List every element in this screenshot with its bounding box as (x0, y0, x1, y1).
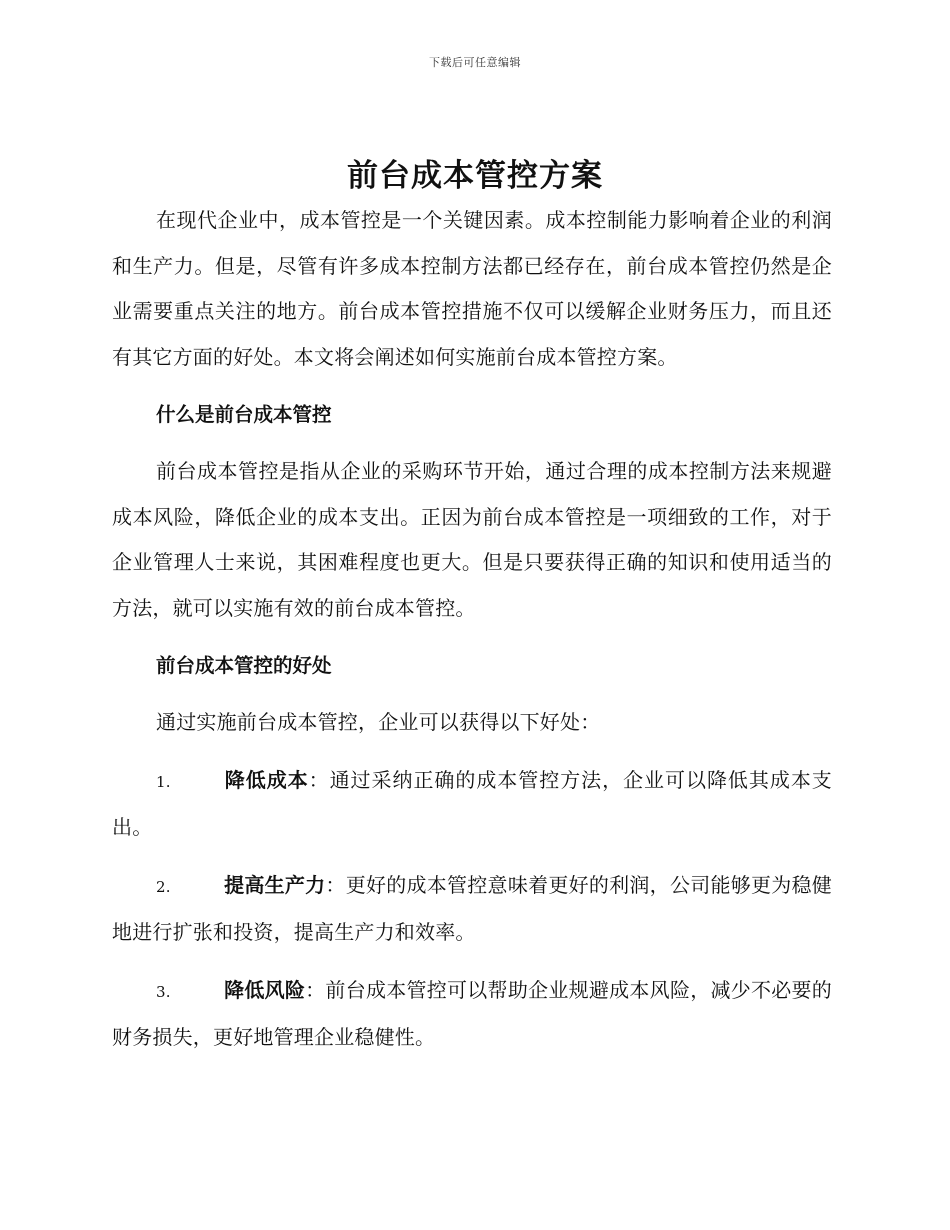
list-item-number: 2. (156, 877, 171, 896)
benefits-lead-paragraph: 通过实施前台成本管控，企业可以获得以下好处： (156, 710, 601, 734)
section-paragraph-what-is: 前台成本管控是指从企业的采购环节开始，通过合理的成本控制方法来规避成本风险，降低企业的成本支出。正因为前台成本管控是一项细致的工作，对于企业管理人士来说，其困难程度也更大。但是只要获得正确的知识和使用适当的方法，就可以实施有效的前台成本管控。 (112, 459, 832, 620)
section-heading-what-is: 什么是前台成本管控 (156, 403, 332, 426)
document-title: 前台成本管控方案 (347, 158, 603, 194)
list-item-separator: ： (305, 977, 326, 1002)
list-item-term: 提高生产力 (224, 872, 326, 897)
list-item (112, 968, 832, 1061)
list-item-separator: ： (308, 767, 330, 792)
document-body (112, 198, 832, 1061)
list-item-number: 3. (156, 982, 171, 1001)
list-item-separator: ： (325, 872, 346, 897)
intro-paragraph: 在现代企业中，成本管控是一个关键因素。成本控制能力影响着企业的利润和生产力。但是，尽管有许多成本控制方法都已经存在，前台成本管控仍然是企业需要重点关注的地方。前台成本管控措施不仅可以缓解企业财务压力，而且还有其它方面的好处。本文将会阐述如何实施前台成本管控方案。 (112, 208, 832, 369)
list-item-term: 降低成本 (224, 767, 309, 792)
list-item-text: 通过采纳正确的成本管控方法，企业可以降低其成本支出。 (112, 767, 832, 839)
list-item-number: 1. (156, 772, 171, 791)
list-item (112, 863, 832, 956)
list-item (112, 758, 832, 851)
section-heading-benefits: 前台成本管控的好处 (156, 654, 332, 677)
header-note: 下载后可任意编辑 (429, 56, 521, 69)
list-item-text: 更好的成本管控意味着更好的利润，公司能够更为稳健地进行扩张和投资，提高生产力和效率。 (112, 872, 833, 944)
list-item-term: 降低风险 (224, 977, 306, 1002)
list-item-text: 前台成本管控可以帮助企业规避成本风险，减少不必要的财务损失，更好地管理企业稳健性。 (112, 977, 833, 1049)
